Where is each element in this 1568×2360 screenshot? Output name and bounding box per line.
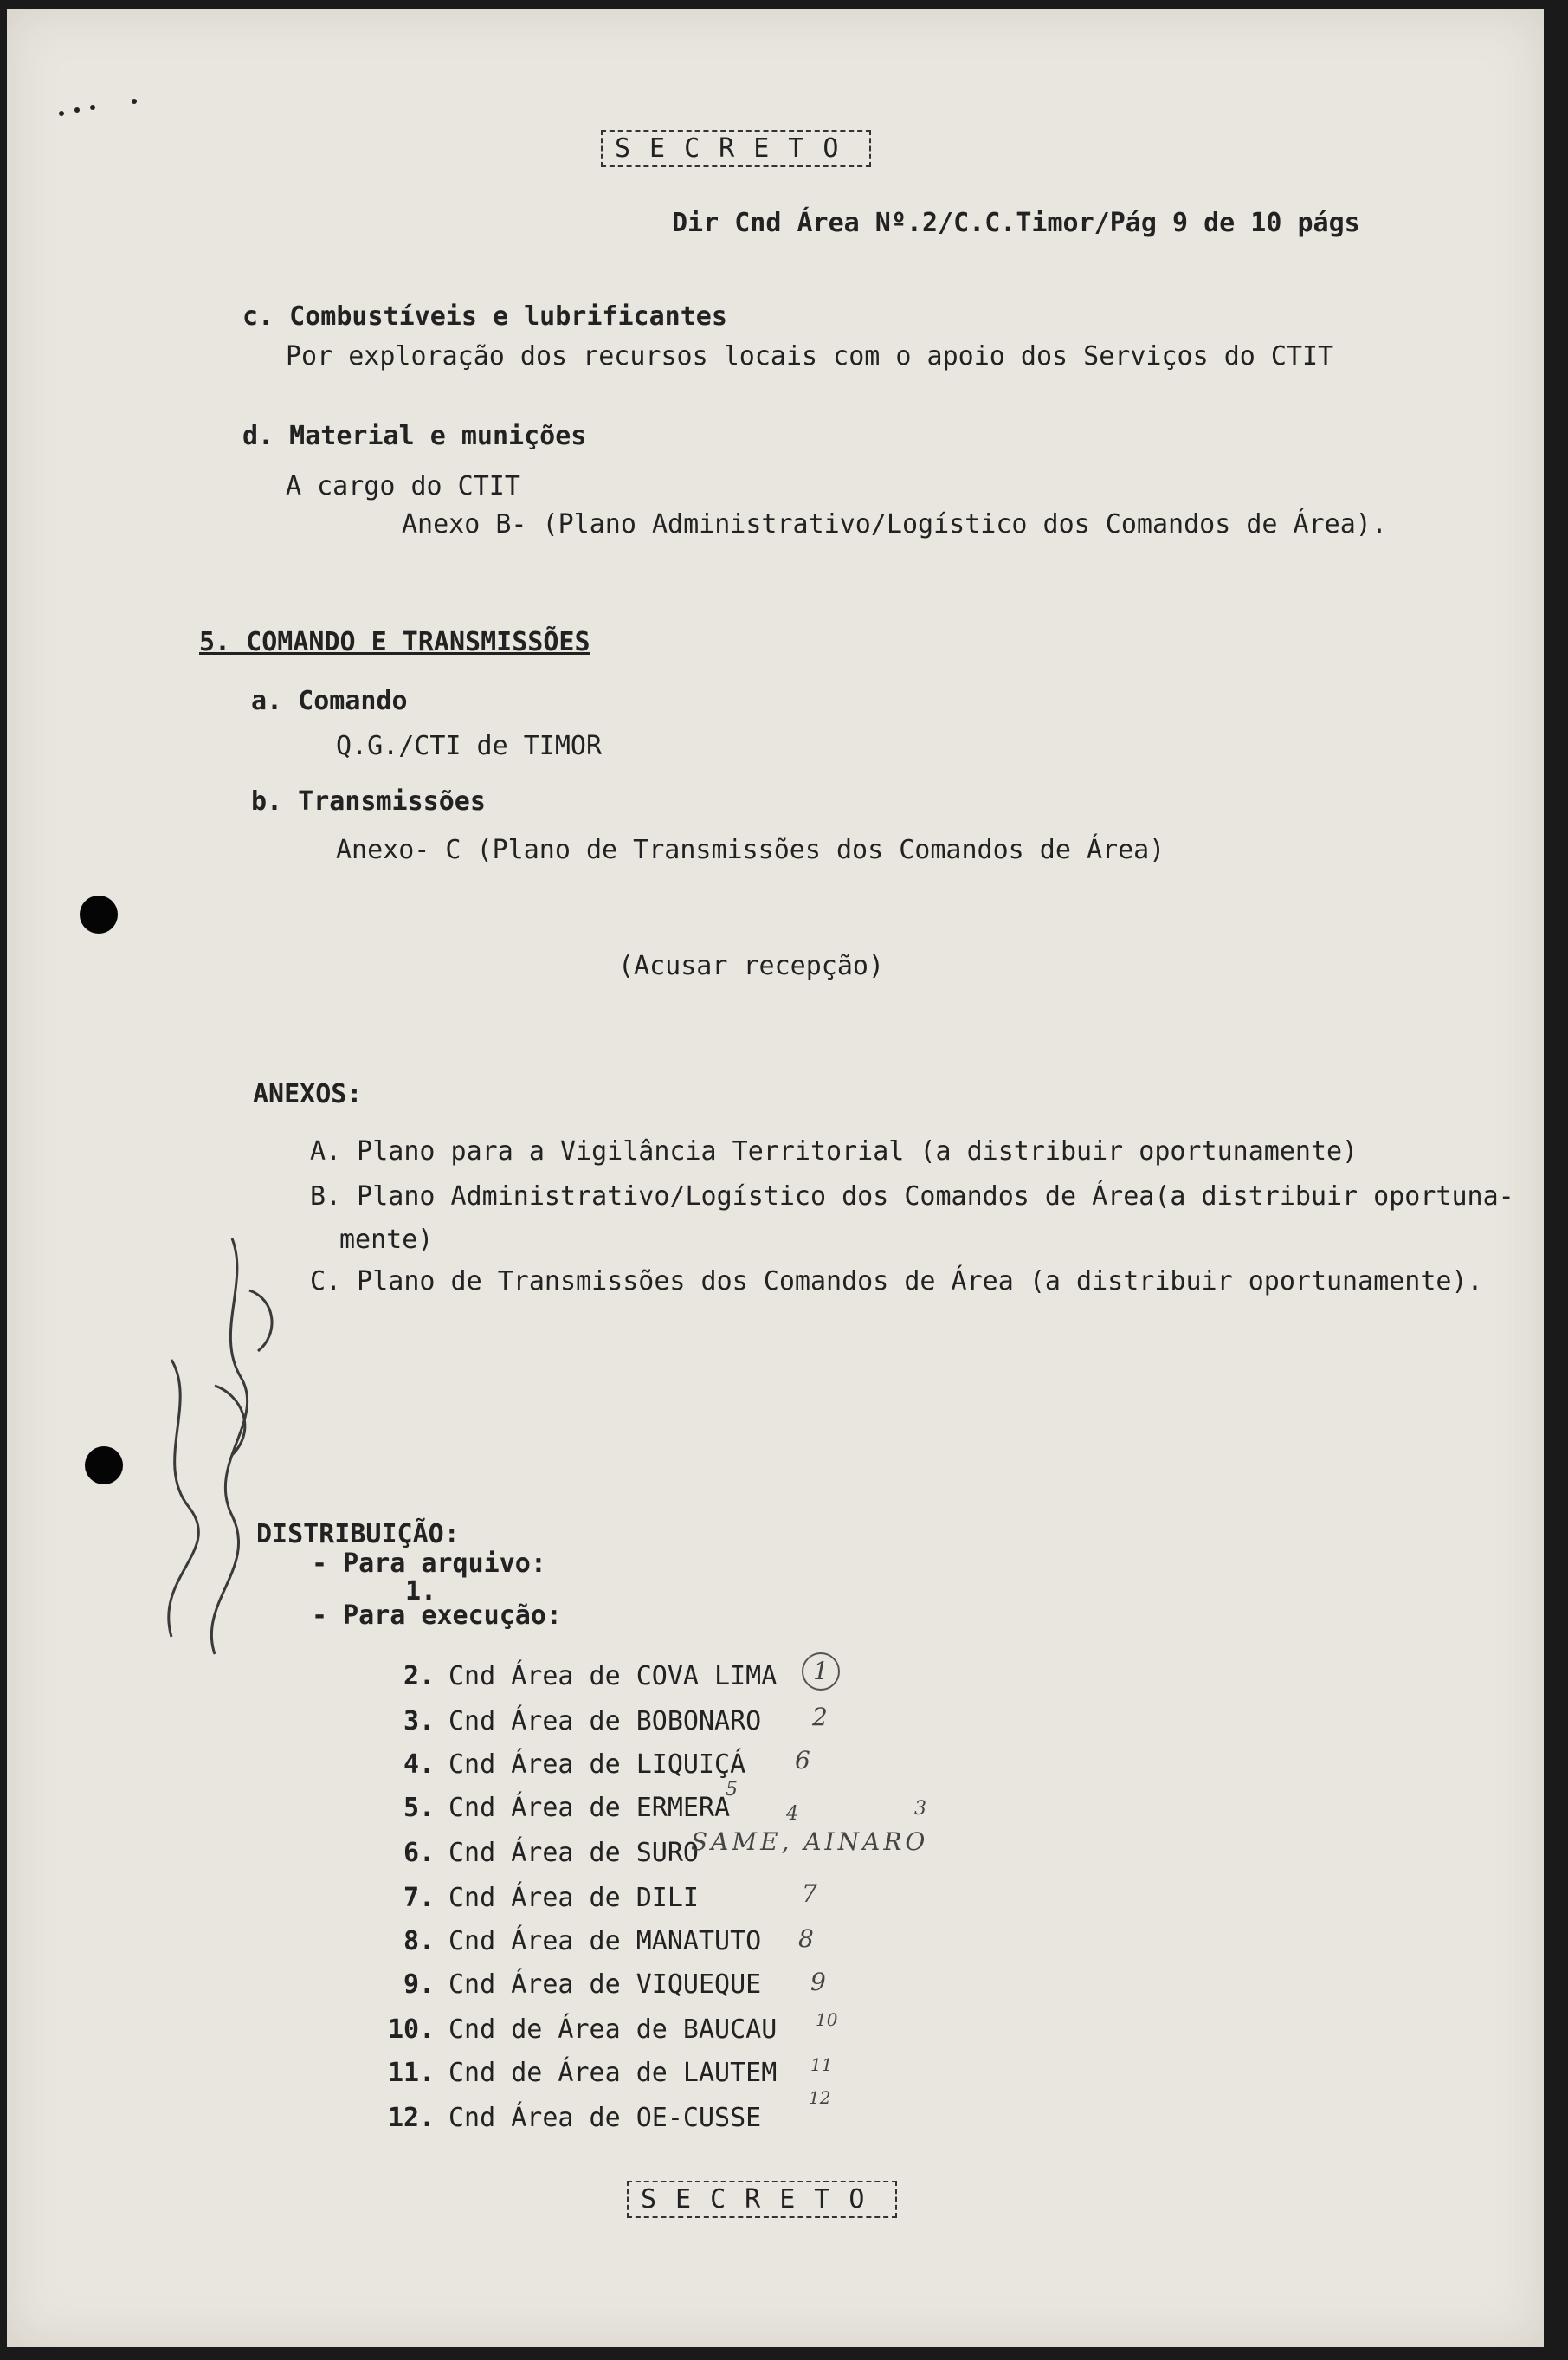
section-5a-title: a. Comando xyxy=(251,686,408,716)
handwritten-note: 2 xyxy=(812,1703,828,1731)
distribution-item-text: Cnd Área de COVA LIMA xyxy=(448,1661,778,1691)
secret-stamp-top: SECRETO xyxy=(601,130,871,167)
section-d-line2: Anexo B- (Plano Administrativo/Logístico dos Comandos de Área). xyxy=(402,509,1387,540)
distribution-item-text: Cnd Área de BOBONARO xyxy=(448,1706,762,1736)
handwritten-note: 1 xyxy=(802,1652,840,1691)
anexos-title: ANEXOS: xyxy=(253,1079,363,1109)
handwritten-note: 11 xyxy=(810,2054,833,2075)
punch-hole-top xyxy=(80,896,118,934)
distribution-item-num: 4. xyxy=(403,1749,436,1780)
section-d-line1: A cargo do CTIT xyxy=(286,471,520,501)
distribution-item-num: 10. xyxy=(388,2014,436,2045)
document-page xyxy=(7,9,1544,2347)
handwritten-note: 9 xyxy=(810,1968,826,1996)
distribuicao-arquivo: - Para arquivo: xyxy=(312,1549,546,1579)
handwritten-note: 10 xyxy=(816,2009,838,2030)
anexo-b-line1: B. Plano Administrativo/Logístico dos Comandos de Área(a distribuir oportuna- xyxy=(310,1181,1514,1212)
handwritten-note: 7 xyxy=(802,1879,817,1908)
distribuicao-execucao: - Para execução: xyxy=(312,1600,562,1631)
distribution-item-num: 7. xyxy=(403,1883,436,1913)
handwritten-note: SAME, AINARO xyxy=(691,1827,929,1856)
distribuicao-title: DISTRIBUIÇÃO: xyxy=(256,1519,460,1549)
anexo-c: C. Plano de Transmissões dos Comandos de Área (a distribuir oportunamente). xyxy=(310,1266,1483,1296)
handwritten-note: 8 xyxy=(798,1924,814,1953)
section-5b-title: b. Transmissões xyxy=(251,786,486,817)
distribution-item-text: Cnd Área de ERMERA xyxy=(448,1793,731,1823)
distribution-item-num: 6. xyxy=(403,1838,436,1868)
section-5a-text: Q.G./CTI de TIMOR xyxy=(336,731,603,761)
distribution-item-text: Cnd Área de SURO xyxy=(448,1838,699,1868)
section-5-title: 5. COMANDO E TRANSMISSÕES xyxy=(199,627,590,657)
acknowledge-text: (Acusar recepção) xyxy=(618,951,885,981)
ink-dot xyxy=(59,111,64,116)
anexo-b-line2: mente) xyxy=(339,1225,434,1255)
distribution-item-num: 11. xyxy=(388,2058,436,2088)
handwritten-note: 5 xyxy=(726,1779,738,1801)
distribution-item-num: 8. xyxy=(403,1926,436,1956)
ink-dot xyxy=(132,99,137,104)
distribution-item-text: Cnd Área de VIQUEQUE xyxy=(448,1969,762,2000)
handwritten-signature xyxy=(137,1204,310,1671)
distribution-item-num: 2. xyxy=(403,1661,436,1691)
distribution-item-text: Cnd Área de LIQUIÇÁ xyxy=(448,1749,746,1780)
distribution-item-text: Cnd de Área de LAUTEM xyxy=(448,2058,778,2088)
page-reference: Dir Cnd Área Nº.2/C.C.Timor/Pág 9 de 10 págs xyxy=(672,208,1360,238)
handwritten-note-small: 3 xyxy=(914,1798,926,1820)
distribution-item-num: 5. xyxy=(403,1793,436,1823)
handwritten-note-small: 4 xyxy=(786,1803,798,1825)
section-d-title: d. Material e munições xyxy=(242,421,587,451)
section-c-text: Por exploração dos recursos locais com o apoio dos Serviços do CTIT xyxy=(286,341,1334,372)
distribution-item-num: 9. xyxy=(403,1969,436,2000)
handwritten-note: 12 xyxy=(809,2087,831,2108)
distribution-item-num: 3. xyxy=(403,1706,436,1736)
punch-hole-bottom xyxy=(85,1446,123,1484)
distribution-item-text: Cnd Área de DILI xyxy=(448,1883,699,1913)
ink-dot xyxy=(74,107,80,113)
anexo-a: A. Plano para a Vigilância Territorial (a distribuir oportunamente) xyxy=(310,1136,1358,1167)
ink-dot xyxy=(90,105,95,110)
section-5b-text: Anexo- C (Plano de Transmissões dos Comandos de Área) xyxy=(336,835,1165,865)
secret-stamp-bottom: SECRETO xyxy=(627,2181,897,2218)
section-c-title: c. Combustíveis e lubrificantes xyxy=(242,301,727,332)
distribution-item-text: Cnd Área de MANATUTO xyxy=(448,1926,762,1956)
distribution-item-text: Cnd Área de OE-CUSSE xyxy=(448,2103,762,2133)
handwritten-note: 6 xyxy=(795,1746,810,1775)
distribution-item-text: Cnd de Área de BAUCAU xyxy=(448,2014,778,2045)
distribution-item-num: 12. xyxy=(388,2103,436,2133)
distribuicao-arquivo-num: 1. xyxy=(405,1576,437,1607)
